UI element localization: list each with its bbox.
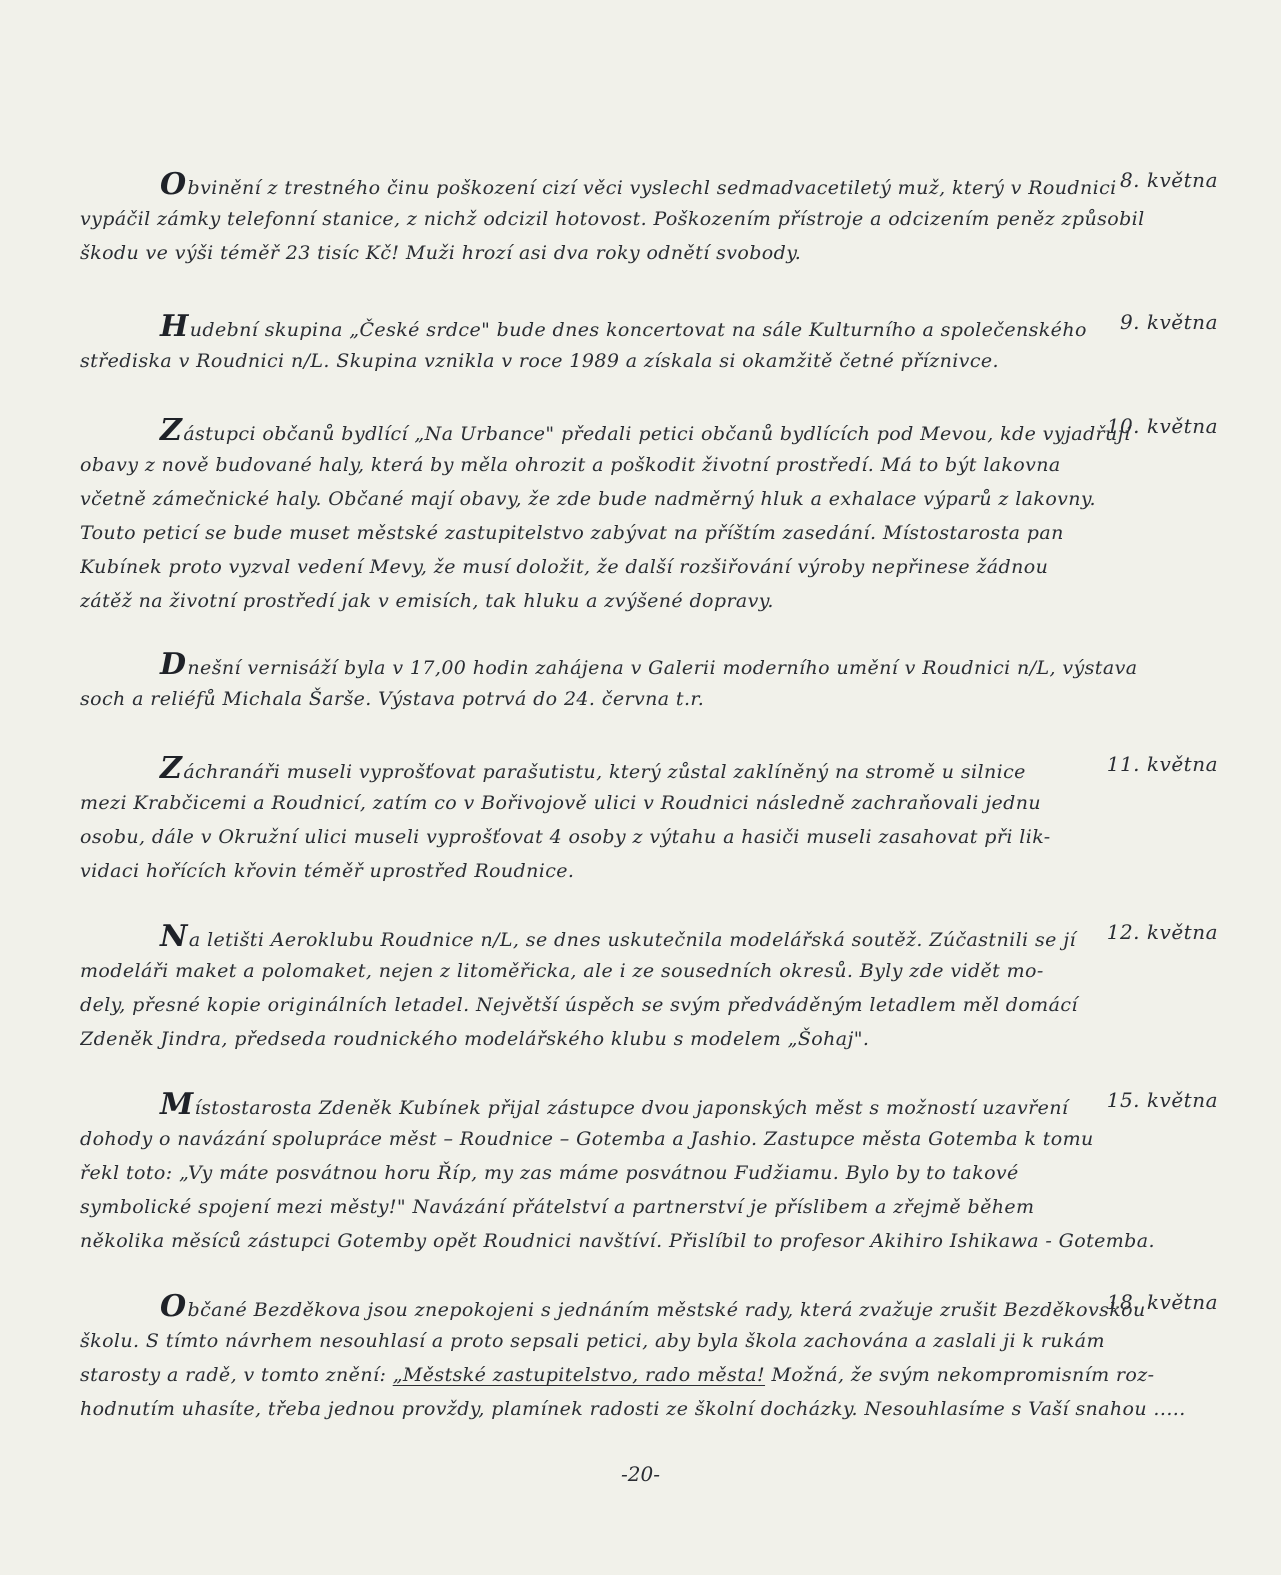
entry-text: áchranáři museli vyprošťovat parašutistu, který zůstal zaklíněný na stromě u silnice <box>183 761 1026 783</box>
entry-line: střediska v Roudnici n/L. Skupina vznikla v roce 1989 a získala si okamžitě četné příznivce. <box>80 350 999 372</box>
entry-date: 10. května <box>1106 414 1218 438</box>
entry-text: ístostarosta Zdeněk Kubínek přijal zástupce dvou japonských měst s možností uzavření <box>194 1097 1069 1119</box>
drop-initial: O <box>160 168 187 202</box>
entry-12-may <box>80 920 1230 1056</box>
entry-line: škodu ve výši téměř 23 tisíc Kč! Muži hrozí asi dva roky odnětí svobody. <box>80 242 802 264</box>
drop-initial: D <box>160 648 187 682</box>
entry-date: 18. května <box>1106 1290 1218 1314</box>
entry-text: nešní vernisáží byla v 17,00 hodin zahájena v Galerii moderního umění v Roudnici n/L, výstava <box>187 657 1138 679</box>
drop-initial: N <box>160 920 188 954</box>
entry-9-may <box>80 310 1230 378</box>
entry-line <box>80 414 1230 448</box>
entry-11-may <box>80 752 1230 888</box>
entry-line: Zdeněk Jindra, předseda roudnického modelářského klubu s modelem „Šohaj". <box>80 1028 870 1050</box>
entry-vernissage <box>80 648 1230 716</box>
entry-text: udební skupina „České srdce" bude dnes koncertovat na sále Kulturního a společenského <box>189 319 1087 341</box>
entry-line: dohody o navázání spolupráce měst – Roudnice – Gotemba a Jashio. Zastupce města Gotemba k tomu <box>80 1128 1094 1150</box>
entry-18-may <box>80 1290 1230 1426</box>
drop-initial: M <box>160 1088 194 1122</box>
entry-line: symbolické spojení mezi městy!" Navázání přátelství a partnerství je příslibem a zřejmě během <box>80 1196 1035 1218</box>
entry-line: hodnutím uhasíte, třeba jednou provždy, plamínek radosti ze školní docházky. Nesouhlasíme s Vaší snahou ..... <box>80 1398 1186 1420</box>
entry-line: zátěž na životní prostředí jak v emisích, tak hluku a zvýšené dopravy. <box>80 590 774 612</box>
entry-date: 11. května <box>1106 752 1218 776</box>
entry-text: bčané Bezděkova jsou znepokojeni s jednáním městské rady, která zvažuje zrušit Bezděkovskou <box>187 1299 1146 1321</box>
entry-text: bvinění z trestného činu poškození cizí věci vyslechl sedmadvacetiletý muž, který v Roudnici <box>187 177 1117 199</box>
entry-line: Kubínek proto vyzval vedení Mevy, že musí doložit, že další rozšiřování výroby nepřinese žádnou <box>80 556 1049 578</box>
drop-initial: O <box>160 1290 187 1324</box>
drop-initial: Z <box>160 414 183 448</box>
page-number: -20- <box>621 1462 660 1486</box>
entry-line: včetně zámečnické haly. Občané mají obavy, že zde bude nadměrný hluk a exhalace výparů z lakovny. <box>80 488 1096 510</box>
entry-line: vypáčil zámky telefonní stanice, z nichž odcizil hotovost. Poškozením přístroje a odcizením peněz způsobil <box>80 208 1145 230</box>
entry-line: modeláři maket a polomaket, nejen z litoměřicka, ale i ze sousedních okresů. Byly zde vidět mo- <box>80 960 1044 982</box>
entry-8-may <box>80 168 1230 270</box>
entry-line <box>80 1088 1230 1122</box>
entry-date: 15. května <box>1106 1088 1218 1112</box>
entry-line: osobu, dále v Okružní ulici museli vyprošťovat 4 osoby z výtahu a hasiči museli zasahovat při lik- <box>80 826 1051 848</box>
entry-line <box>80 648 1230 682</box>
entry-line: soch a reliéfů Michala Šarše. Výstava potrvá do 24. června t.r. <box>80 688 705 710</box>
petition-quote: „Městské zastupitelstvo, rado města! <box>392 1364 766 1386</box>
entry-line: obavy z nově budované haly, která by měla ohrozit a poškodit životní prostředí. Má to být lakovna <box>80 454 1061 476</box>
drop-initial: H <box>160 310 189 344</box>
entry-text: ástupci občanů bydlící „Na Urbance" předali petici občanů bydlících pod Mevou, kde vyjadřují <box>183 423 1131 445</box>
entry-line: dely, přesné kopie originálních letadel. Největší úspěch se svým předváděným letadlem měl domácí <box>80 994 1078 1016</box>
drop-initial: Z <box>160 752 183 786</box>
entry-10-may <box>80 414 1230 618</box>
entry-line <box>80 1290 1230 1324</box>
entry-15-may <box>80 1088 1230 1258</box>
entry-date: 12. května <box>1106 920 1218 944</box>
entry-text: a letišti Aeroklubu Roudnice n/L, se dnes uskutečnila modelářská soutěž. Zúčastnili se jí <box>188 929 1076 951</box>
entry-line: mezi Krabčicemi a Roudnicí, zatím co v Bořivojově ulici v Roudnici následně zachraňovali jednu <box>80 792 1041 814</box>
entry-date: 9. května <box>1119 310 1218 334</box>
entry-date: 8. května <box>1119 168 1218 192</box>
entry-line: Touto peticí se bude muset městské zastupitelstvo zabývat na příštím zasedání. Místostarosta pan <box>80 522 1064 544</box>
entry-line <box>80 168 1230 202</box>
entry-text: starosty a radě, v tomto znění: <box>80 1364 393 1386</box>
entry-line: řekl toto: „Vy máte posvátnou horu Říp, my zas máme posvátnou Fudžiamu. Bylo by to takové <box>80 1162 1019 1184</box>
entry-line <box>80 1358 1230 1392</box>
entry-line <box>80 752 1230 786</box>
entry-text: Možná, že svým nekompromisním roz- <box>765 1364 1155 1386</box>
entry-line: školu. S tímto návrhem nesouhlasí a proto sepsali petici, aby byla škola zachována a zaslali ji k rukám <box>80 1330 1105 1352</box>
entry-line: vidaci hořících křovin téměř uprostřed Roudnice. <box>80 860 575 882</box>
entry-line: několika měsíců zástupci Gotemby opět Roudnici navštíví. Přislíbil to profesor Akihiro Ishikawa - Gotemba. <box>80 1230 1155 1252</box>
entry-line <box>80 310 1230 344</box>
entry-line <box>80 920 1230 954</box>
